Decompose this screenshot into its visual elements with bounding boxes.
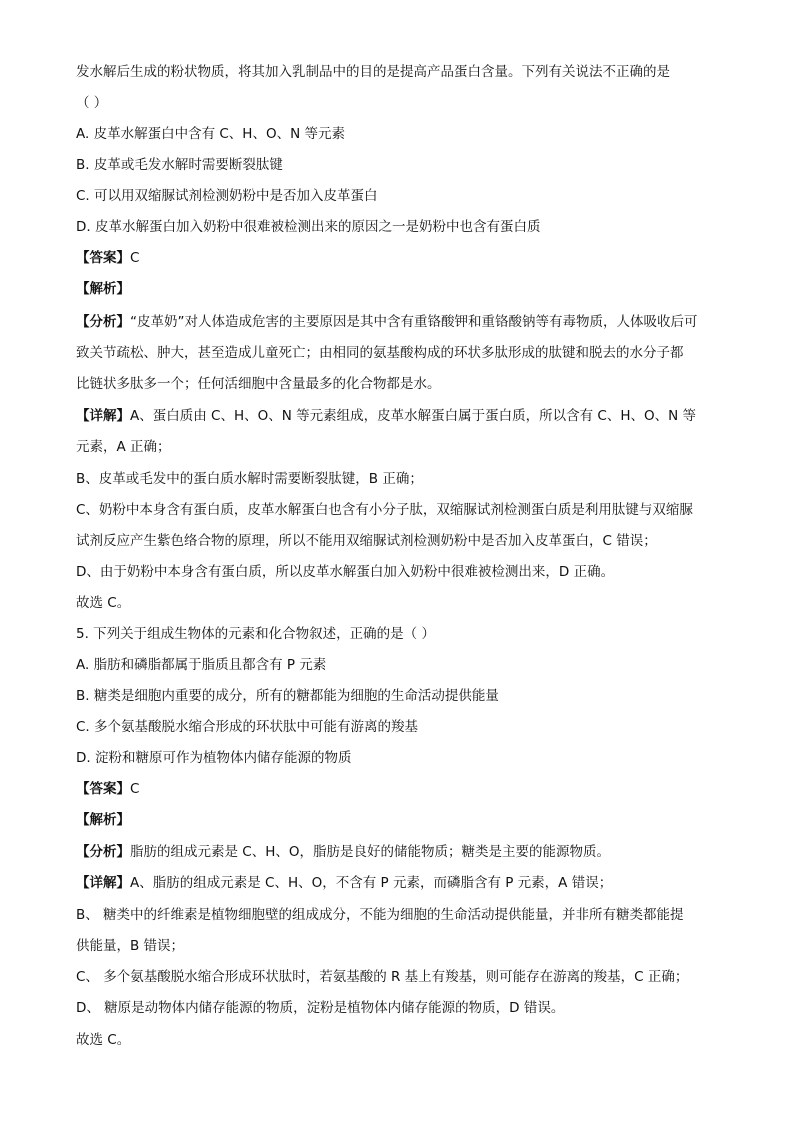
- q4-fenxi-line-1: [76, 312, 726, 332]
- q4-xiangjie-line-1: [76, 406, 726, 426]
- q5-option-d: D. 淀粉和糖原可作为植物体内储存能源的物质: [76, 750, 352, 766]
- q5-fenxi-line: [76, 842, 726, 862]
- q5-xiangjie-line-1: [76, 873, 726, 893]
- q4-xiangjie-text-1: A、蛋白质由 C、H、O、N 等元素组成，皮革水解蛋白属于蛋白质，所以含有 C、H、O、N 等: [130, 408, 697, 424]
- q4-answer: [76, 248, 726, 268]
- q5-analysis-tag: 【解析】: [76, 812, 130, 828]
- q5-answer-tag: 【答案】: [76, 781, 130, 797]
- q4-fenxi-line-2: 致关节疏松、肿大，甚至造成儿童死亡；由相同的氨基酸构成的环状多肽形成的肽键和脱去的水分子都: [76, 345, 684, 361]
- q5-xiangjie-line-3: 供能量，B 错误；: [76, 938, 185, 954]
- q4-xiangjie-line-4: C、奶粉中本身含有蛋白质，皮革水解蛋白也含有小分子肽，双缩脲试剂检测蛋白质是利用肽键与双缩脲: [76, 502, 693, 518]
- q4-fenxi-tag: 【分析】: [76, 314, 130, 330]
- q5-stem: 5. 下列关于组成生物体的元素和化合物叙述，正确的是（ ）: [76, 626, 435, 642]
- q5-fenxi-tag: 【分析】: [76, 844, 130, 860]
- q4-xiangjie-line-3: B、皮革或毛发中的蛋白质水解时需要断裂肽键，B 正确；: [76, 471, 423, 487]
- q4-option-a: A. 皮革水解蛋白中含有 C、H、O、N 等元素: [76, 126, 345, 142]
- q5-conclusion: 故选 C。: [76, 1032, 131, 1048]
- q4-fenxi-line-3: 比链状多肽多一个；任何活细胞中含量最多的化合物都是水。: [76, 376, 441, 392]
- q5-xiangjie-line-2: B、 糖类中的纤维素是植物细胞壁的组成成分，不能为细胞的生命活动提供能量，并非所有糖类都能提: [76, 907, 684, 923]
- q4-answer-parentheses: （ ）: [76, 95, 108, 111]
- q5-fenxi-text: 脂肪的组成元素是 C、H、O，脂肪是良好的储能物质；糖类是主要的能源物质。: [130, 844, 610, 860]
- q4-answer-tag: 【答案】: [76, 250, 130, 266]
- q5-option-c: C. 多个氨基酸脱水缩合形成的环状肽中可能有游离的羧基: [76, 719, 419, 735]
- q4-analysis-tag: 【解析】: [76, 281, 130, 297]
- q5-answer: [76, 779, 726, 799]
- q5-analysis-heading: [76, 810, 726, 830]
- q4-answer-value: C: [130, 250, 140, 266]
- q4-option-d: D. 皮革水解蛋白加入奶粉中很难被检测出来的原因之一是奶粉中也含有蛋白质: [76, 219, 541, 235]
- q5-option-b: B. 糖类是细胞内重要的成分，所有的糖都能为细胞的生命活动提供能量: [76, 688, 499, 704]
- q4-analysis-heading: [76, 279, 726, 299]
- q4-conclusion: 故选 C。: [76, 595, 131, 611]
- q5-xiangjie-text-1: A、脂肪的组成元素是 C、H、O，不含有 P 元素，而磷脂含有 P 元素，A 错误；: [130, 875, 613, 891]
- q5-xiangjie-tag: 【详解】: [76, 875, 130, 891]
- q4-option-b: B. 皮革或毛发水解时需要断裂肽键: [76, 157, 283, 173]
- q4-xiangjie-line-2: 元素，A 正确；: [76, 439, 171, 455]
- q5-xiangjie-line-4: C、 多个氨基酸脱水缩合形成环状肽时，若氨基酸的 R 基上有羧基，则可能存在游离的羧基，C 正确；: [76, 969, 689, 985]
- q5-answer-value: C: [130, 781, 140, 797]
- q4-xiangjie-line-5: 试剂反应产生紫色络合物的原理，所以不能用双缩脲试剂检测奶粉中是否加入皮革蛋白，C 错误；: [76, 533, 657, 549]
- q5-xiangjie-line-5: D、 糖原是动物体内储存能源的物质，淀粉是植物体内储存能源的物质，D 错误。: [76, 1000, 565, 1016]
- q4-xiangjie-tag: 【详解】: [76, 408, 130, 424]
- q4-xiangjie-line-6: D、由于奶粉中本身含有蛋白质，所以皮革水解蛋白加入奶粉中很难被检测出来，D 正确。: [76, 564, 615, 580]
- q4-option-c: C. 可以用双缩脲试剂检测奶粉中是否加入皮革蛋白: [76, 188, 378, 204]
- q5-option-a: A. 脂肪和磷脂都属于脂质且都含有 P 元素: [76, 657, 327, 673]
- q4-stem-continuation: 发水解后生成的粉状物质，将其加入乳制品中的目的是提高产品蛋白含量。下列有关说法不正确的是: [76, 64, 670, 80]
- q4-fenxi-text-1: “皮革奶”对人体造成危害的主要原因是其中含有重铬酸钾和重铬酸钠等有毒物质，人体吸收后可: [130, 314, 698, 330]
